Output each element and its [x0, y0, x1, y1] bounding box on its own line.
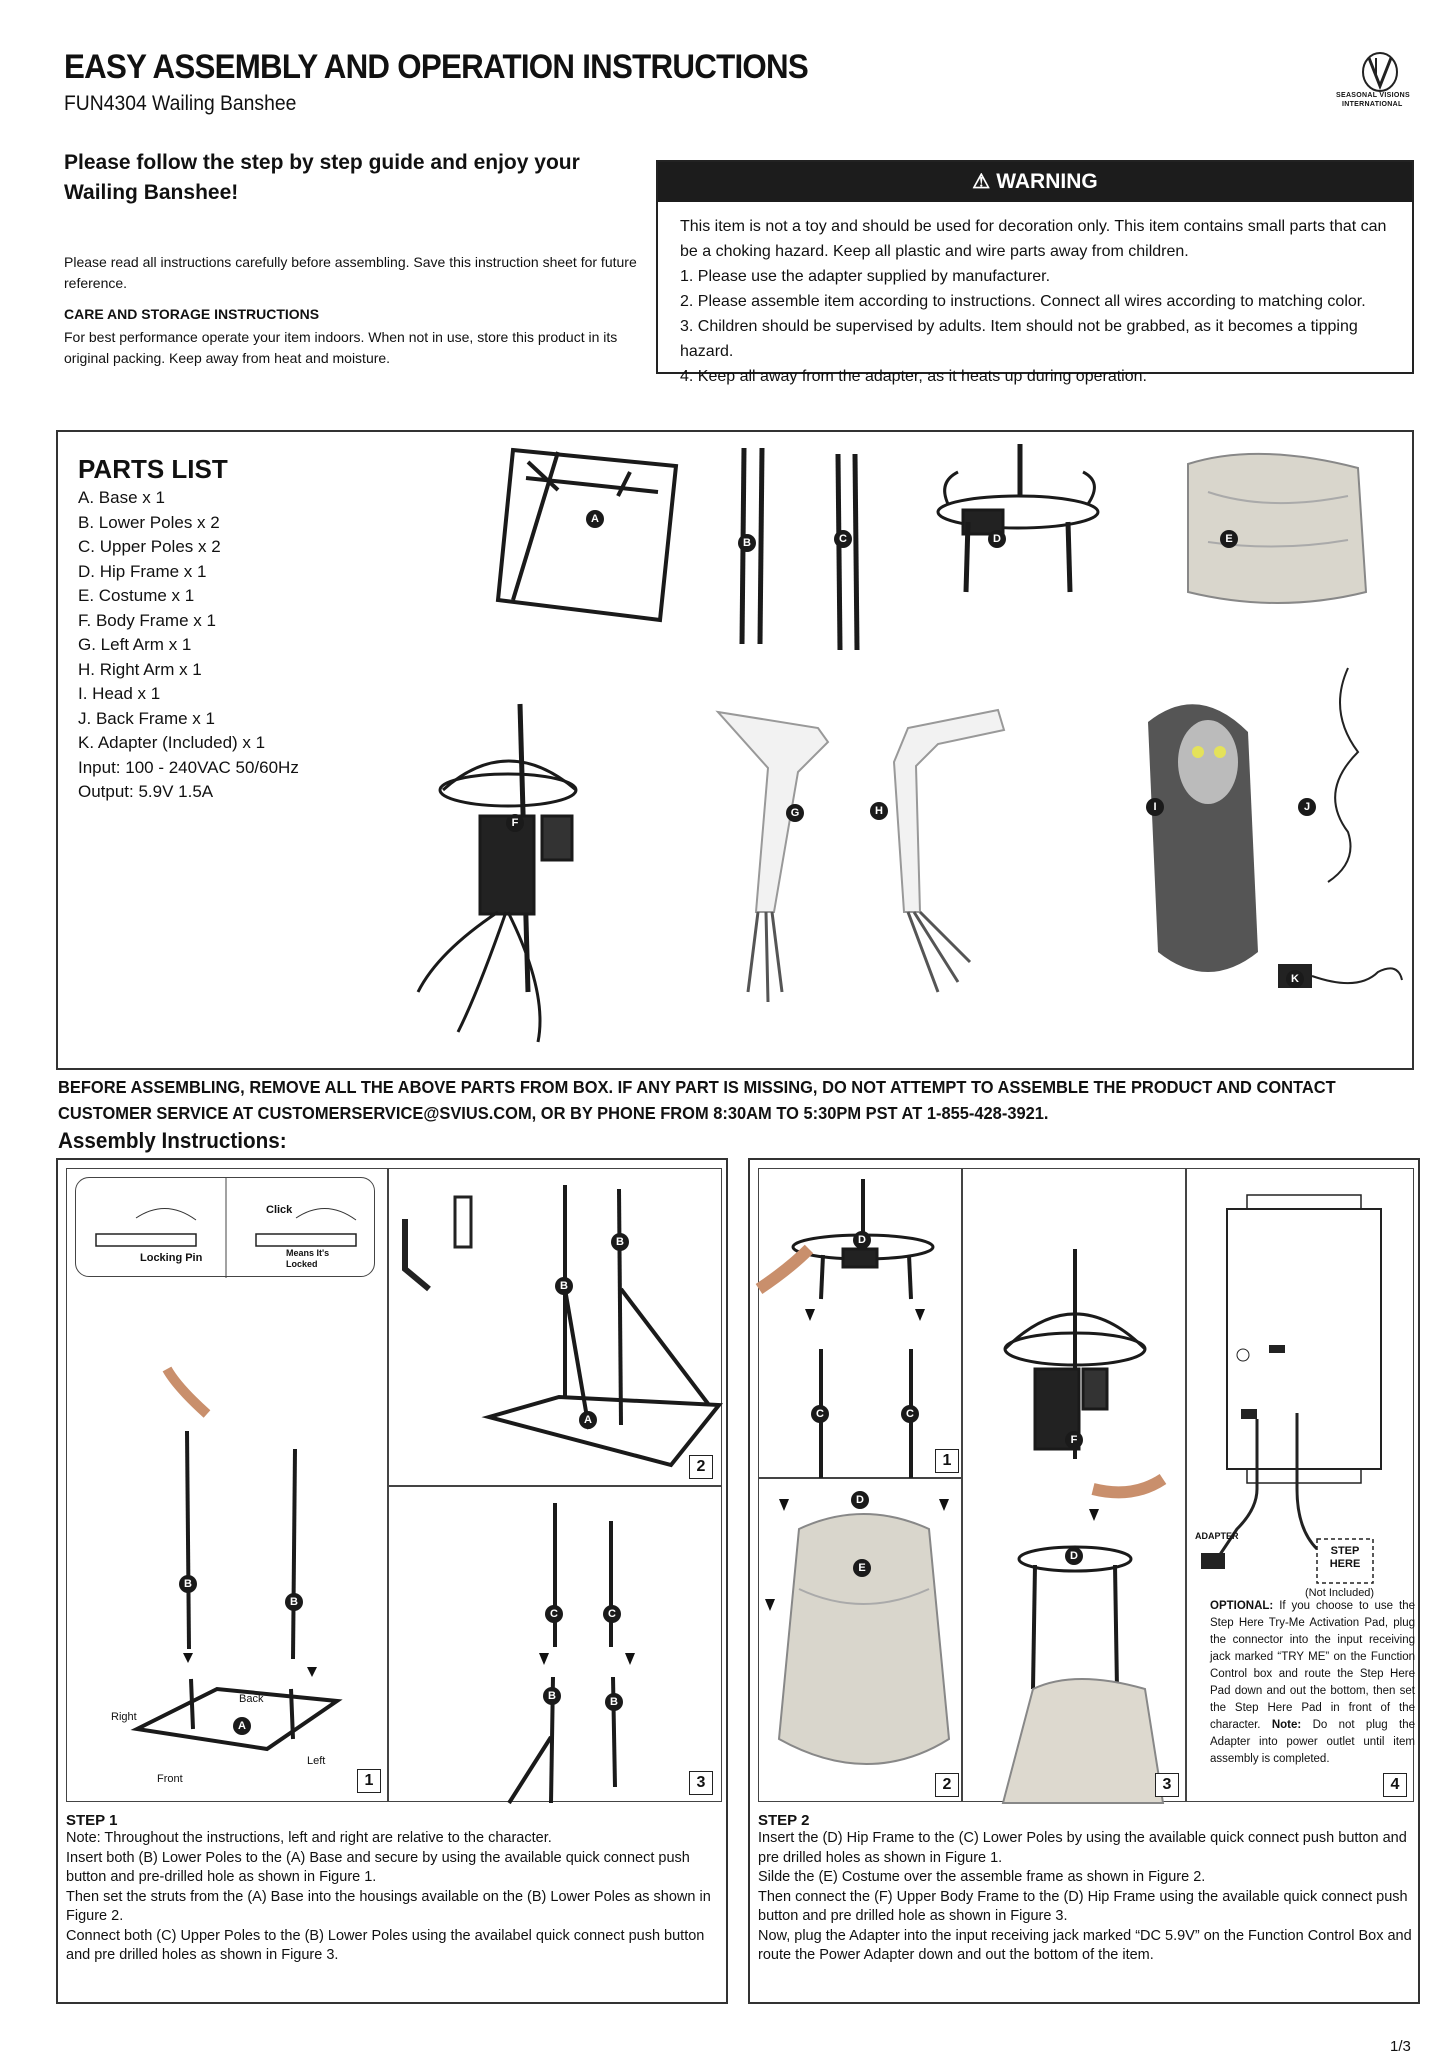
step2-figure-2 — [758, 1478, 962, 1802]
part-item: D. Hip Frame x 1 — [78, 561, 207, 581]
warning-line: This item is not a toy and should be used for decoration only. This item contains small parts that can — [680, 218, 1387, 235]
assembly-heading: Assembly Instructions: — [58, 1128, 287, 1153]
part-label-C: C — [834, 530, 852, 548]
warning-line: 3. Children should be supervised by adults. Item should not be grabbed, as it becomes a tipping hazard. — [680, 318, 1358, 360]
figure-number: 3 — [689, 1771, 713, 1795]
label-B: B — [611, 1233, 629, 1251]
care-heading: CARE AND STORAGE INSTRUCTIONS — [64, 306, 320, 322]
warning-line: be a choking hazard. Keep all plastic and wire parts away from children. — [680, 243, 1189, 260]
logo-text-bottom: INTERNATIONAL — [1342, 101, 1403, 108]
strut-drawing — [389, 1169, 723, 1487]
back-frame-drawing — [1328, 668, 1358, 882]
part-label-K: K — [1286, 970, 1304, 988]
body-frame-drawing — [418, 704, 576, 1042]
step2-line: Then connect the (F) Upper Body Frame to the (D) Hip Frame using the available quick connect push button and pre drilled hole as shown in Figure 3. — [758, 1888, 1408, 1924]
step2-heading: STEP 2 — [758, 1812, 810, 1829]
part-item: H. Right Arm x 1 — [78, 659, 202, 679]
part-item: B. Lower Poles x 2 — [78, 512, 220, 532]
part-label-B: B — [738, 534, 756, 552]
part-item: K. Adapter (Included) x 1 — [78, 733, 266, 752]
part-item: G. Left Arm x 1 — [78, 635, 192, 654]
click-label: Click — [266, 1204, 293, 1216]
read-note: Please read all instructions carefully before assembling. Save this instruction sheet for future reference. — [64, 254, 637, 291]
hip-frame-install-drawing — [759, 1169, 963, 1479]
page-number: 1/3 — [1390, 2038, 1411, 2055]
step2-text — [758, 1812, 1414, 1966]
warning-body — [680, 214, 1400, 389]
part-item: F. Body Frame x 1 — [78, 610, 216, 630]
figure-number: 2 — [935, 1773, 959, 1797]
step2-figure-1 — [758, 1168, 962, 1478]
label-B: B — [285, 1593, 303, 1611]
left-arm-drawing — [718, 712, 828, 1002]
label-C: C — [545, 1605, 563, 1623]
right-arm-drawing — [894, 710, 1004, 992]
label-B: B — [179, 1575, 197, 1593]
page-title: EASY ASSEMBLY AND OPERATION INSTRUCTIONS — [64, 48, 808, 86]
optional-note: OPTIONAL: If you choose to use the Step Here Try-Me Activation Pad, plug the connector into the input receiving jack marked “TRY ME” on the Function Control box and route the Step Here Pad down and out the bottom, then set the Step Here Pad in front of the character. Note: Do not plug the Adapter into power outlet until item assembly is completed. — [1210, 1600, 1415, 1765]
costume-install-drawing — [759, 1479, 963, 1803]
part-item: A. Base x 1 — [78, 488, 165, 507]
part-label-I: I — [1146, 798, 1164, 816]
body-frame-install-drawing — [963, 1169, 1187, 1803]
figure-number: 2 — [689, 1455, 713, 1479]
locking-pin-label: Locking Pin — [140, 1252, 203, 1264]
upper-poles-drawing — [389, 1487, 723, 1803]
label-A: A — [579, 1411, 597, 1429]
warning-triangle-icon: ⚠ — [972, 171, 991, 193]
not-included-label: (Not Included) — [1305, 1587, 1375, 1599]
costume-drawing — [1188, 454, 1366, 603]
step1-panel — [56, 1158, 728, 2004]
label-C: C — [901, 1405, 919, 1423]
step2-line: Silde the (E) Costume over the assemble frame as shown in Figure 2. — [758, 1869, 1206, 1885]
figure-number: 3 — [1155, 1773, 1179, 1797]
step2-line: Insert the (D) Hip Frame to the (C) Lower Poles by using the available quick connect push button and pre drilled holes as shown in Figure 1. — [758, 1830, 1407, 1866]
label-D: D — [1065, 1547, 1083, 1565]
head-drawing — [1148, 704, 1258, 972]
step2-panel — [748, 1158, 1420, 2004]
left-label: Left — [307, 1755, 326, 1767]
label-B: B — [555, 1277, 573, 1295]
step1-line: Insert both (B) Lower Poles to the (A) Base and secure by using the available quick connect push button and pre-drilled hole as shown in Figure 1. — [66, 1849, 690, 1885]
part-item: C. Upper Poles x 2 — [78, 537, 221, 556]
adapter-label: ADAPTER — [1195, 1531, 1239, 1541]
label-A: A — [233, 1717, 251, 1735]
step1-heading: STEP 1 — [66, 1812, 118, 1829]
part-item: E. Costume x 1 — [78, 586, 195, 605]
label-E: E — [853, 1559, 871, 1577]
step2-figure-3 — [962, 1168, 1186, 1802]
warning-line: 2. Please assemble item according to instructions. Connect all wires according to matching color. — [680, 293, 1366, 310]
step1-figure-1 — [66, 1168, 388, 1802]
missing-parts-notice: BEFORE ASSEMBLING, REMOVE ALL THE ABOVE PARTS FROM BOX. IF ANY PART IS MISSING, DO NOT ATTEMPT TO ASSEMBLE THE PRODUCT AND CONTACT CUSTOMER SERVICE AT CUSTOMERSERVICE@SVIUS.COM, OR BY PHONE FROM 8:30AM TO 5:30PM PST AT 1-855-428-3921. — [58, 1077, 1336, 1123]
parts-illustration — [58, 432, 1416, 1072]
step1-figure-2 — [388, 1168, 722, 1486]
parts-list-box — [56, 430, 1414, 1070]
care-text: For best performance operate your item indoors. When not in use, store this product in its original packing. Keep away from heat and moisture. — [64, 329, 618, 366]
base-frame-drawing — [498, 450, 676, 620]
step1-line: Note: Throughout the instructions, left and right are relative to the character. — [66, 1830, 552, 1846]
warning-header — [658, 162, 1412, 202]
part-label-G: G — [786, 804, 804, 822]
right-label: Right — [111, 1711, 137, 1723]
part-label-H: H — [870, 802, 888, 820]
figure-number: 1 — [935, 1449, 959, 1473]
step-here-label: STEP HERE — [1329, 1545, 1361, 1570]
label-B: B — [605, 1693, 623, 1711]
logo-text-top: SEASONAL VISIONS — [1336, 92, 1410, 99]
warning-line: 4. Keep all away from the adapter, as it heats up during operation. — [680, 368, 1147, 385]
figure-number: 1 — [357, 1769, 381, 1793]
part-label-J: J — [1298, 798, 1316, 816]
base-and-poles-drawing — [67, 1169, 389, 1803]
step1-line: Connect both (C) Upper Poles to the (B) Lower Poles using the availabel quick connect push button and pre drilled holes as shown in Figure 3. — [66, 1927, 705, 1963]
hip-frame-drawing — [938, 444, 1098, 592]
intro-heading: Please follow the step by step guide and enjoy your Wailing Banshee! — [64, 151, 580, 204]
part-label-E: E — [1220, 530, 1238, 548]
label-F: F — [1065, 1431, 1083, 1449]
warning-line: 1. Please use the adapter supplied by manufacturer. — [680, 268, 1051, 285]
back-label: Back — [239, 1693, 264, 1705]
means-locked-label: Means It's Locked — [286, 1248, 330, 1269]
label-C: C — [603, 1605, 621, 1623]
parts-heading: PARTS LIST — [78, 454, 228, 484]
part-label-F: F — [506, 814, 524, 832]
warning-box — [656, 160, 1414, 385]
part-spec: Output: 5.9V 1.5A — [78, 782, 214, 801]
step1-text — [66, 1812, 722, 1966]
logo-emblem-icon — [1340, 52, 1420, 92]
part-item: I. Head x 1 — [78, 684, 161, 703]
part-spec: Input: 100 - 240VAC 50/60Hz — [78, 757, 299, 777]
step2-line: Now, plug the Adapter into the input receiving jack marked “DC 5.9V” on the Function Control Box and route the Power Adapter down and out the bottom of the item. — [758, 1927, 1412, 1963]
label-D: D — [851, 1491, 869, 1509]
label-B: B — [543, 1687, 561, 1705]
label-C: C — [811, 1405, 829, 1423]
part-label-D: D — [988, 530, 1006, 548]
upper-poles-drawing — [838, 454, 857, 650]
figure-number: 4 — [1383, 1773, 1407, 1797]
warning-title: WARNING — [996, 170, 1098, 193]
part-label-A: A — [586, 510, 604, 528]
step1-figure-3 — [388, 1486, 722, 1802]
front-label: Front — [157, 1773, 183, 1785]
brand-logo — [1336, 52, 1420, 110]
step1-line: Then set the struts from the (A) Base into the housings available on the (B) Lower Poles as shown in Figure 2. — [66, 1888, 711, 1924]
product-subtitle: FUN4304 Wailing Banshee — [64, 92, 297, 115]
part-item: J. Back Frame x 1 — [78, 708, 215, 728]
label-D: D — [853, 1231, 871, 1249]
